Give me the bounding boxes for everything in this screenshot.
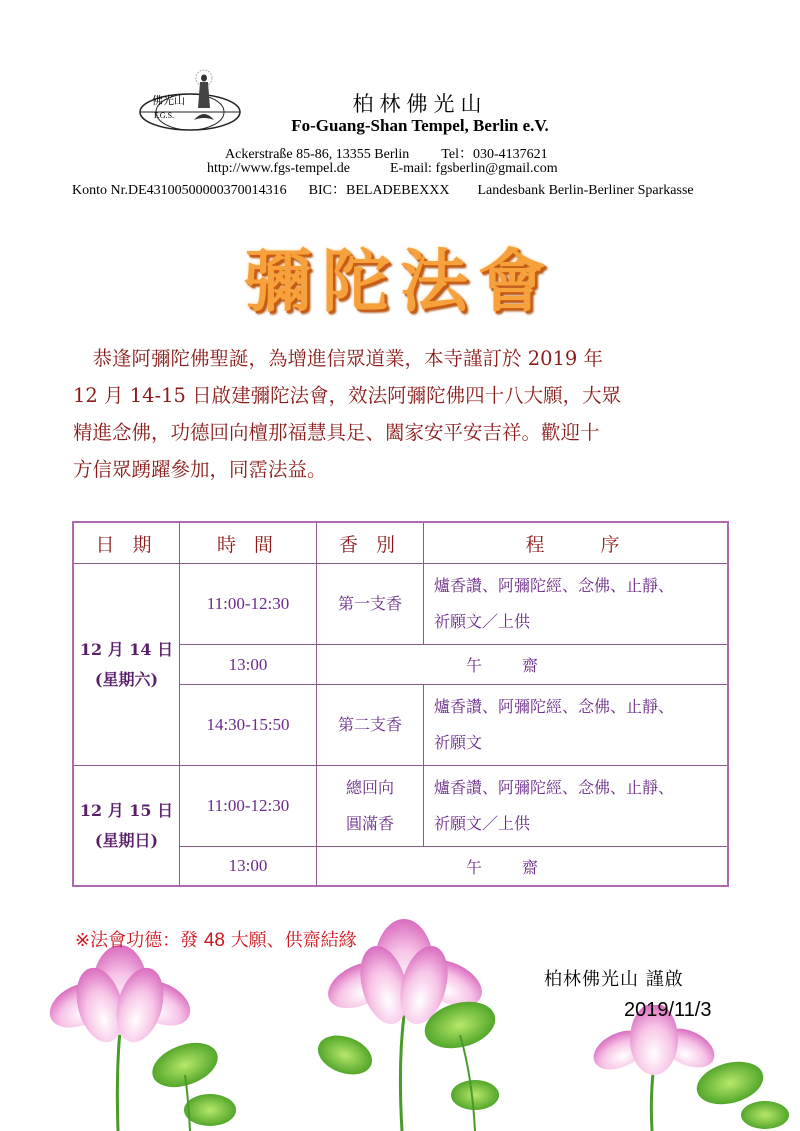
header-time: 時 間 [180, 522, 317, 564]
program-line: 爐香讚、阿彌陀經、念佛、止靜、 [434, 576, 675, 595]
merit-suffix: 大願、供齋結緣 [224, 930, 357, 951]
incense-cell: 第一支香 [317, 564, 424, 645]
telephone: Tel：030-4137621 [441, 147, 548, 162]
time-cell: 13:00 [180, 847, 317, 887]
logo-text-cn: 佛光山 [152, 94, 185, 107]
org-name-en: Fo-Guang-Shan Tempel, Berlin e.V. [291, 116, 549, 135]
incense-line: 總回向 [345, 778, 394, 797]
table-row [73, 564, 728, 645]
table-row [73, 766, 728, 847]
day2-date: 12 月 15 日 [79, 800, 174, 820]
contact-line [207, 161, 558, 177]
table-header-row [73, 522, 728, 564]
incense-line: 圓滿香 [345, 814, 394, 833]
lunch-cell: 午齋 [317, 645, 729, 685]
announcement-line: 恭逢阿彌陀佛聖誕，為增進信眾道業，本寺謹訂於 2019 年 [73, 347, 604, 370]
program-cell [424, 685, 729, 766]
merit-note [75, 926, 357, 952]
day2-date-cell [73, 766, 180, 887]
merit-prefix: ※法會功德：發 [75, 930, 204, 951]
time-cell: 14:30-15:50 [180, 685, 317, 766]
lotus-flower-icon [0, 935, 260, 1131]
day1-date-cell [73, 564, 180, 766]
header-incense: 香 別 [317, 522, 424, 564]
day1-date: 12 月 14 日 [79, 639, 174, 659]
page-title: 彌陀法會 [243, 243, 556, 322]
program-line: 爐香讚、阿彌陀經、念佛、止靜、 [434, 778, 675, 797]
program-cell [424, 564, 729, 645]
signer: 柏林佛光山 謹啟 [544, 969, 684, 990]
day2-weekday: (星期日) [94, 830, 159, 850]
program-line: 爐香讚、阿彌陀經、念佛、止靜、 [434, 697, 675, 716]
program-line: 祈願文 [434, 733, 483, 752]
announcement-line: 12 月 14-15 日啟建彌陀法會，效法阿彌陀佛四十八大願，大眾 [73, 384, 622, 407]
time-cell: 11:00-12:30 [180, 766, 317, 847]
bank-name: Landesbank Berlin-Berliner Sparkasse [477, 183, 694, 198]
lunch-cell: 午齋 [317, 847, 729, 887]
time-cell: 11:00-12:30 [180, 564, 317, 645]
bank-line [72, 179, 694, 199]
org-name-cn: 柏林佛光山 [352, 92, 488, 116]
header-program: 程 序 [424, 522, 729, 564]
program-cell [424, 766, 729, 847]
bic-code: BIC：BELADEBEXXX [308, 183, 450, 198]
schedule-table [72, 521, 729, 887]
time-cell: 13:00 [180, 645, 317, 685]
announcement-line: 精進念佛，功德回向檀那福慧具足、闔家安平安吉祥。歡迎十 [73, 421, 600, 444]
announcement-line: 方信眾踴躍參加，同霑法益。 [73, 458, 327, 481]
issue-date: 2019/11/3 [624, 999, 712, 1021]
address-line [225, 143, 548, 163]
header-date: 日 期 [73, 522, 180, 564]
announcement [73, 340, 733, 488]
incense-cell: 第二支香 [317, 685, 424, 766]
email-link[interactable]: E-mail: fgsberlin@gmail.com [389, 161, 558, 176]
konto-number: Konto Nr.DE43100500000370014316 [72, 183, 287, 198]
program-line: 祈願文／上供 [434, 814, 531, 833]
program-line: 祈願文／上供 [434, 612, 531, 631]
lotus-flower-icon [580, 1005, 800, 1131]
logo-text-en: F.G.S. [154, 111, 175, 120]
merit-number: 48 [203, 930, 225, 951]
day1-weekday: (星期六) [94, 669, 159, 689]
address: Ackerstraße 85-86, 13355 Berlin [225, 147, 410, 162]
incense-cell [317, 766, 424, 847]
website-link[interactable]: http://www.fgs-tempel.de [207, 161, 350, 176]
